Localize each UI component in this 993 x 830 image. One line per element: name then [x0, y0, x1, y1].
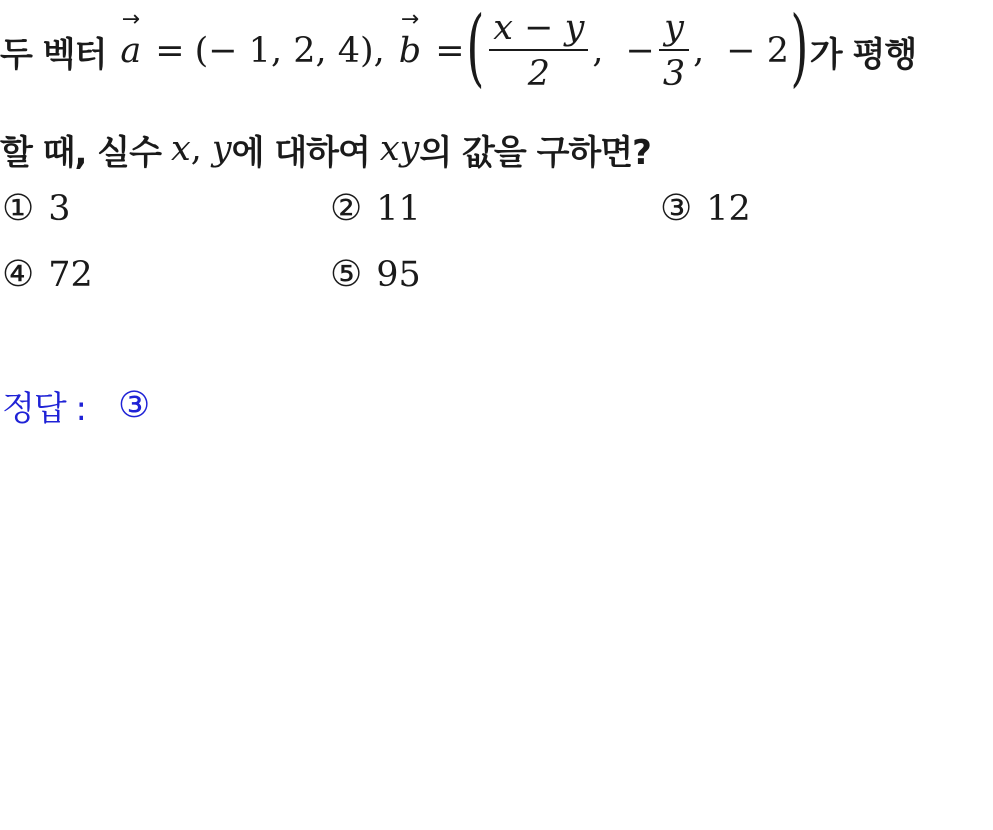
- answer-label: 정답 :: [2, 389, 86, 429]
- choice-5[interactable]: [330, 254, 421, 295]
- question-trail-text: 가 평행: [809, 34, 917, 75]
- choice-number-icon: ③: [660, 188, 693, 229]
- choice-value: 72: [48, 254, 93, 295]
- question-lead-text: 두 벡터: [0, 34, 107, 75]
- fraction-denominator: 3: [659, 49, 689, 94]
- left-paren: (: [465, 0, 484, 96]
- answer-value-icon: ③: [117, 385, 151, 426]
- vector-arrow-icon: →: [121, 7, 141, 32]
- choice-number-icon: ②: [330, 188, 363, 229]
- fraction-x-minus-y-over-2: [489, 9, 588, 94]
- fraction-numerator: y: [664, 7, 684, 48]
- choice-number-icon: ⑤: [330, 254, 363, 295]
- choice-2[interactable]: [330, 188, 421, 229]
- question-text-2: 에 대하여: [231, 132, 370, 173]
- choice-number-icon: ④: [2, 254, 35, 295]
- equals-sign: =: [155, 31, 185, 71]
- choice-3[interactable]: [660, 188, 751, 229]
- vector-a: → a: [120, 7, 142, 71]
- choice-4[interactable]: [2, 254, 93, 295]
- variable-x: x: [170, 129, 191, 169]
- product-xy: xy: [379, 129, 420, 169]
- vector-a-components: (− 1, 2, 4),: [194, 31, 385, 71]
- minus-sign: −: [625, 31, 655, 71]
- choice-1[interactable]: [2, 188, 71, 229]
- question-line-1: [0, 0, 917, 97]
- fraction-denominator: 2: [489, 49, 588, 94]
- choice-number-icon: ①: [2, 188, 35, 229]
- choice-value: 95: [376, 254, 421, 295]
- choice-value: 3: [48, 188, 71, 229]
- answer-line: [2, 381, 150, 430]
- last-component: − 2: [726, 31, 790, 71]
- comma: ,: [693, 31, 705, 71]
- comma: ,: [592, 31, 604, 71]
- question-line-2: [0, 125, 651, 173]
- fraction-y-over-3: [659, 9, 689, 94]
- vector-arrow-icon: →: [400, 7, 420, 32]
- variable-y: y: [211, 129, 232, 169]
- question-text-3: 의 값을 구하면?: [419, 132, 651, 173]
- question-text-1: 할 때, 실수: [0, 132, 161, 173]
- choice-value: 12: [706, 188, 751, 229]
- equals-sign: =: [435, 31, 465, 71]
- vector-b: → b: [398, 7, 422, 71]
- choice-value: 11: [376, 188, 421, 229]
- right-paren: ): [790, 0, 809, 96]
- comma: ,: [190, 129, 202, 169]
- fraction-numerator: x − y: [493, 7, 585, 48]
